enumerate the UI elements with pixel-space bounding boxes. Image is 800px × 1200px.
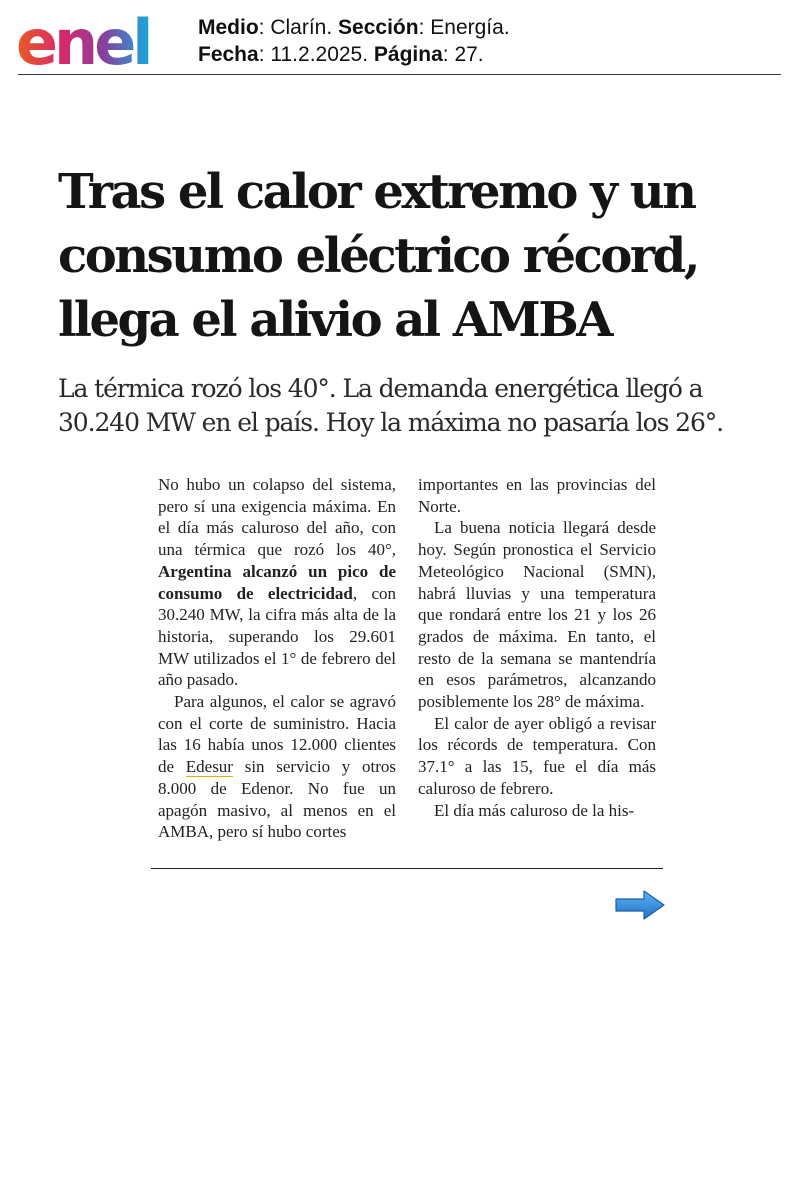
header-divider	[18, 74, 781, 75]
fecha-value: 11.2.2025.	[270, 43, 369, 66]
bold-text-run: Argentina alcanzó un pico de consumo de electricidad	[158, 561, 396, 603]
pagina-label: Página	[373, 43, 443, 66]
svg-text:enel: enel	[16, 8, 150, 72]
paragraph: importantes en las provincias del Norte.	[418, 475, 656, 516]
fecha-label: Fecha	[198, 43, 259, 66]
enel-logo	[16, 8, 172, 72]
paragraph	[158, 474, 396, 691]
text-run: Para algunos, el calor se agravó con el corte de suministro. Hacia las 16 había unos 12.000 clientes de	[158, 692, 396, 777]
medio-value: Clarín.	[270, 16, 333, 39]
text-run: sin servicio y otros 8.000 de Edenor. No fue un apagón masivo, al menos en el AMBA, pero sí hubo cortes	[158, 757, 396, 842]
seccion-value: Energía.	[430, 16, 510, 39]
text-run: No hubo un colapso del sistema, pero sí una exigencia máxima. En el día más caluroso del año, con una térmica que rozó los 40°,	[158, 475, 396, 560]
medio-label: Medio	[198, 16, 259, 39]
meta-row-1: Medio: Clarín. Sección: Energía.	[198, 16, 510, 39]
paragraph	[158, 691, 396, 843]
arrow-right-icon[interactable]	[614, 889, 666, 921]
highlighted-term: Edesur	[185, 757, 233, 777]
paragraph: El calor de ayer obligó a revisar los récords de temperatura. Con 37.1° a las 15, fue el día más caluroso de febrero.	[418, 713, 656, 798]
article-end-divider	[151, 868, 663, 869]
clipping-metadata	[198, 14, 510, 68]
pagina-value: 27.	[454, 43, 484, 66]
article-column-left	[158, 474, 396, 843]
seccion-label: Sección	[338, 16, 419, 39]
paragraph: El día más caluroso de la his-	[434, 800, 635, 820]
article-headline: Tras el calor extremo y un consumo eléctrico récord, llega el alivio al AMBA	[58, 164, 698, 348]
meta-row-2: Fecha: 11.2.2025. Página: 27.	[198, 43, 484, 66]
paragraph: La buena noticia llegará desde hoy. Según pronostica el Servicio Meteológico Nacional (SMN), habrá lluvias y una temperatura que rondará entre los 21 y los 26 grados de máxima. En tanto, el resto de la semana se mantendría en esos parámetros, alcanzando posiblemente los 28° de máxima.	[418, 518, 656, 712]
article-subheadline: La térmica rozó los 40°. La demanda energética llegó a 30.240 MW en el país. Hoy la máxima no pasaría los 26°.	[58, 374, 724, 437]
article-column-right	[418, 474, 656, 821]
text-run: , con 30.240 MW, la cifra más alta de la historia, superando los 29.601 MW utilizados el 1° de febrero del año pasado.	[158, 583, 397, 690]
